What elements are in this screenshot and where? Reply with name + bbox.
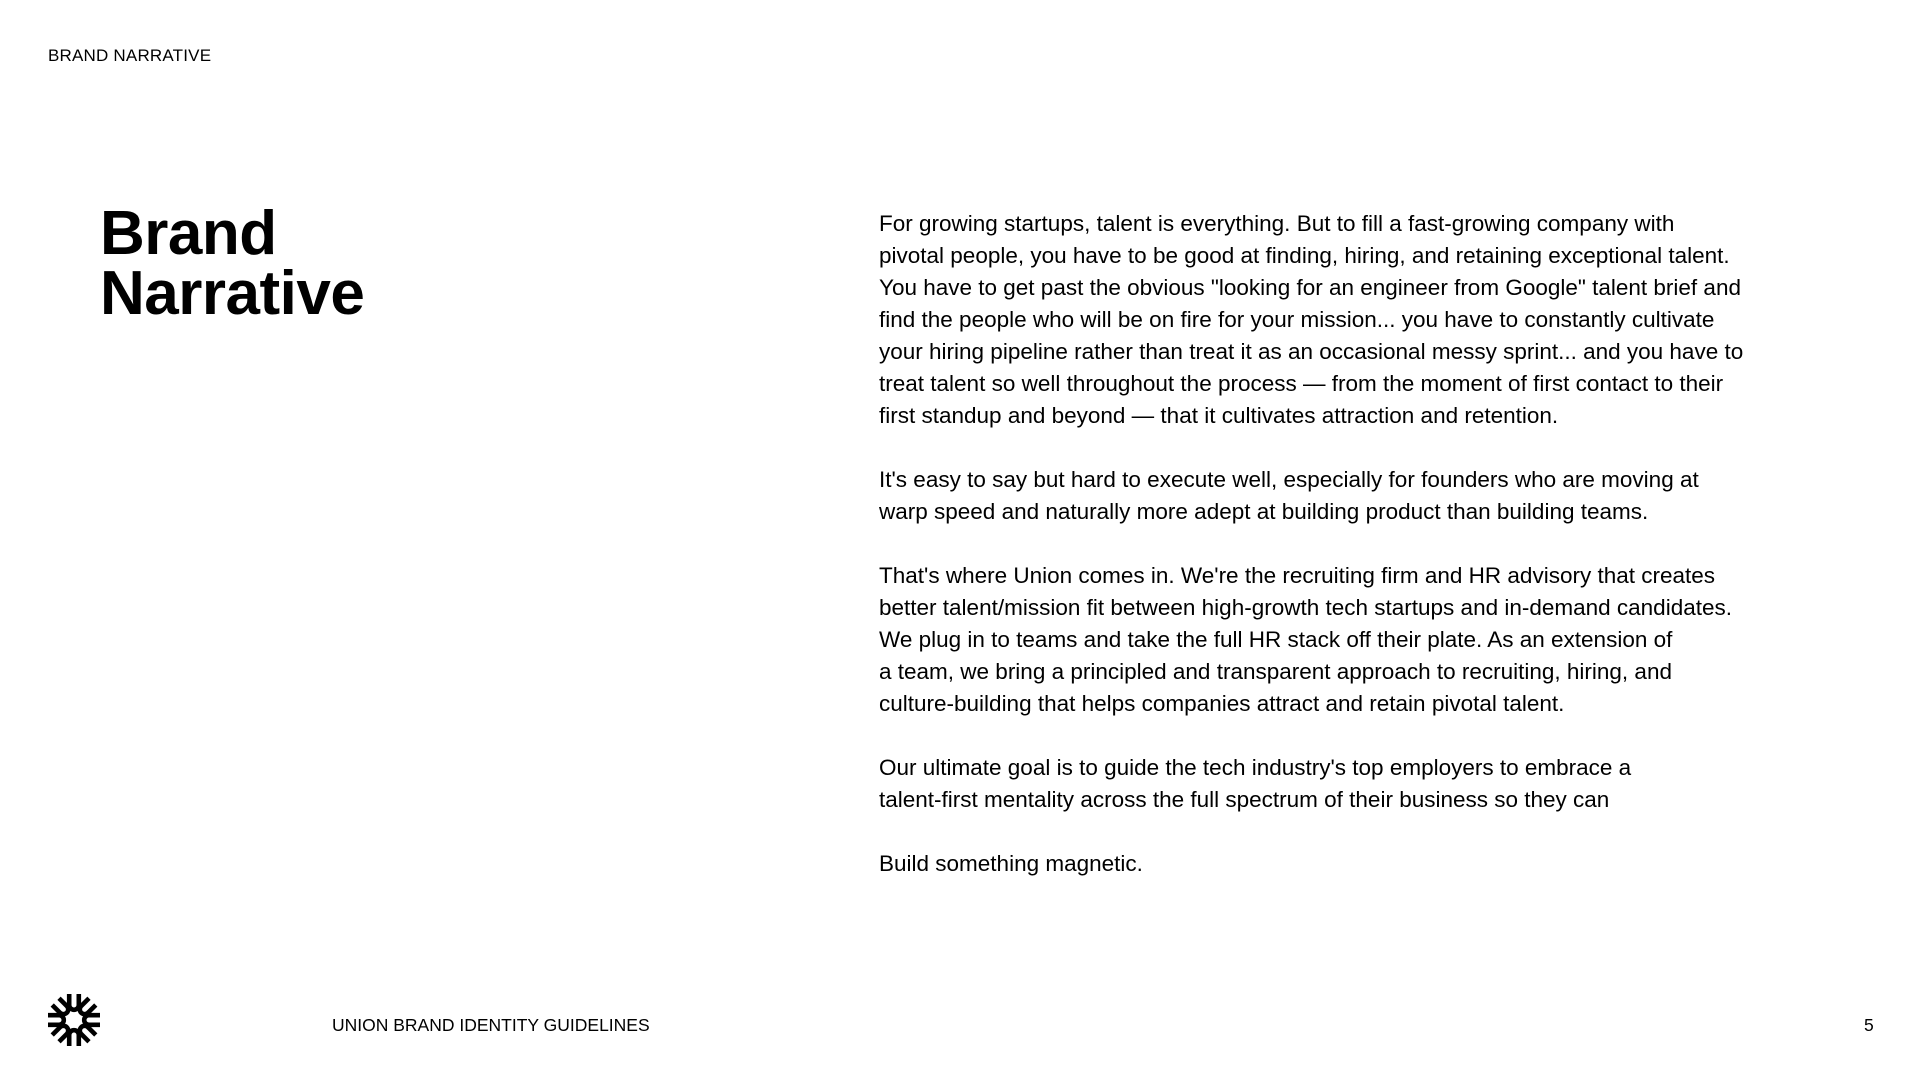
paragraph-line: warp speed and naturally more adept at building product than building teams. [879, 499, 1649, 524]
paragraph-line: treat talent so well throughout the process — from the moment of first contact to their [879, 371, 1724, 396]
paragraph-line: Our ultimate goal is to guide the tech industry's top employers to embrace a [879, 755, 1632, 780]
paragraph-line: your hiring pipeline rather than treat it as an occasional messy sprint... and you have to [879, 339, 1744, 364]
paragraph-line: pivotal people, you have to be good at finding, hiring, and retaining exceptional talent. [879, 243, 1730, 268]
footer-title: UNION BRAND IDENTITY GUIDELINES [332, 1015, 650, 1035]
union-logo-icon [46, 992, 102, 1048]
logo-segment [48, 1015, 64, 1025]
paragraph [879, 848, 1819, 880]
paragraph-line: It's easy to say but hard to execute well, especially for founders who are moving at [879, 467, 1699, 492]
paragraph [879, 560, 1819, 720]
paragraph-line: culture-building that helps companies attract and retain pivotal talent. [879, 691, 1565, 716]
paragraph-line: That's where Union comes in. We're the recruiting firm and HR advisory that creates [879, 563, 1716, 588]
page-title-line-1: Brand [100, 199, 277, 268]
page-number: 5 [1864, 1015, 1874, 1035]
paragraph-line: first standup and beyond — that it cultivates attraction and retention. [879, 403, 1559, 428]
paragraph [879, 464, 1819, 528]
section-label: BRAND NARRATIVE [48, 46, 212, 65]
paragraph [879, 752, 1819, 816]
logo-segment [69, 1030, 79, 1046]
logo-segment [84, 1015, 100, 1025]
paragraph-line: a team, we bring a principled and transparent approach to recruiting, hiring, and [879, 659, 1672, 684]
page-title [100, 199, 365, 328]
logo-segment [69, 994, 79, 1010]
paragraph-line: Build something magnetic. [879, 851, 1143, 876]
paragraph-line: For growing startups, talent is everything. But to fill a fast-growing company with [879, 211, 1675, 236]
narrative-body [879, 208, 1819, 912]
page-title-line-2: Narrative [100, 259, 365, 328]
paragraph-line: We plug in to teams and take the full HR stack off their plate. As an extension of [879, 627, 1673, 652]
paragraph-line: talent-first mentality across the full spectrum of their business so they can [879, 787, 1610, 812]
paragraph-line: better talent/mission fit between high-growth tech startups and in-demand candidates. [879, 595, 1732, 620]
paragraph [879, 208, 1819, 432]
paragraph-line: You have to get past the obvious "looking for an engineer from Google" talent brief and [879, 275, 1741, 300]
paragraph-line: find the people who will be on fire for your mission... you have to constantly cultivate [879, 307, 1715, 332]
